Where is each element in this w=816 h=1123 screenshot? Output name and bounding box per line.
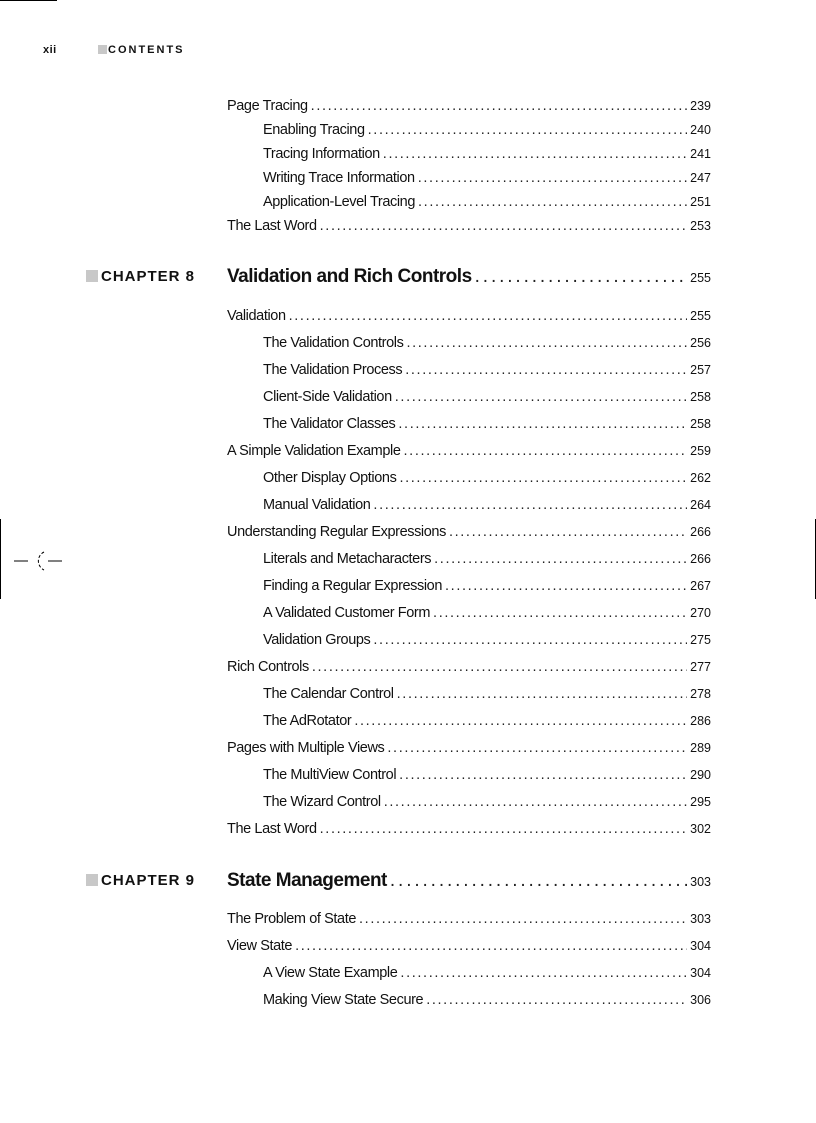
- toc-entry[interactable]: [263, 497, 711, 513]
- toc-entry-page: 306: [690, 993, 711, 1007]
- running-head-title: CONTENTS: [108, 44, 185, 56]
- toc-entry[interactable]: [263, 335, 711, 351]
- toc-entry[interactable]: [263, 632, 711, 648]
- leader-dots: [418, 170, 687, 186]
- toc-entry-title: The Last Word: [227, 218, 317, 234]
- chapter-9-label: CHAPTER 9: [86, 872, 195, 889]
- square-bullet-icon: [86, 874, 98, 886]
- toc-entry[interactable]: [263, 194, 711, 210]
- toc-entry-page: 303: [690, 875, 711, 889]
- toc-entry[interactable]: [227, 98, 711, 114]
- leader-dots: [395, 389, 687, 405]
- leader-dots: [434, 551, 687, 567]
- leader-dots: [368, 122, 688, 138]
- toc-entry[interactable]: [227, 740, 711, 756]
- toc-entry-page: 258: [690, 390, 711, 404]
- toc-entry[interactable]: [263, 965, 711, 981]
- crop-mark-left: [0, 519, 1, 599]
- toc-entry-title: Understanding Regular Expressions: [227, 524, 446, 540]
- leader-dots: [426, 992, 687, 1008]
- toc-entry-page: 275: [690, 633, 711, 647]
- toc-entry[interactable]: [263, 362, 711, 378]
- leader-dots: [398, 416, 687, 432]
- toc-entry-title: The Problem of State: [227, 911, 357, 927]
- toc-entry[interactable]: [227, 911, 711, 927]
- toc-entry-title: A Validated Customer Form: [263, 605, 431, 621]
- toc-entry-title: Making View State Secure: [263, 992, 424, 1008]
- toc-entry[interactable]: [227, 308, 711, 324]
- square-bullet-icon: [98, 45, 107, 54]
- toc-entry-page: 278: [690, 687, 711, 701]
- toc-entry-page: 267: [690, 579, 711, 593]
- leader-dots: [373, 632, 687, 648]
- toc-entry-page: 240: [690, 123, 711, 137]
- toc-entry-page: 266: [690, 525, 711, 539]
- toc-entry-title: Client-Side Validation: [263, 389, 392, 405]
- square-bullet-icon: [86, 270, 98, 282]
- toc-entry-title: The Validation Process: [263, 362, 403, 378]
- leader-dots: [387, 740, 687, 756]
- toc-entry-page: 289: [690, 741, 711, 755]
- leader-dots: [320, 821, 688, 837]
- leader-dots: [445, 578, 687, 594]
- toc-entry[interactable]: [263, 713, 711, 729]
- toc-entry-title: Rich Controls: [227, 659, 309, 675]
- toc-entry[interactable]: [263, 992, 711, 1008]
- toc-entry[interactable]: [263, 416, 711, 432]
- toc-entry-title: Validation: [227, 308, 286, 324]
- leader-dots: [399, 470, 687, 486]
- toc-entry[interactable]: [263, 122, 711, 138]
- leader-dots: [289, 308, 688, 324]
- toc-entry-title: Writing Trace Information: [263, 170, 415, 186]
- leader-dots: [400, 965, 687, 981]
- toc-entry-page: 286: [690, 714, 711, 728]
- toc-entry-title: Other Display Options: [263, 470, 397, 486]
- toc-entry[interactable]: [263, 686, 711, 702]
- toc-entry[interactable]: [263, 794, 711, 810]
- toc-entry-title: The Validation Controls: [263, 335, 404, 351]
- toc-entry[interactable]: [227, 266, 711, 288]
- toc-entry[interactable]: [263, 389, 711, 405]
- toc-entry[interactable]: [263, 605, 711, 621]
- toc-entry-page: 257: [690, 363, 711, 377]
- toc-entry-title: Page Tracing: [227, 98, 308, 114]
- page-number: xii: [43, 44, 57, 56]
- toc-entry[interactable]: [227, 870, 711, 892]
- toc-entry-title: Pages with Multiple Views: [227, 740, 385, 756]
- leader-dots: [390, 870, 687, 892]
- toc-entry-title: The MultiView Control: [263, 767, 397, 783]
- toc-entry[interactable]: [227, 821, 711, 837]
- leader-dots: [311, 98, 687, 114]
- toc-entry[interactable]: [263, 170, 711, 186]
- running-head: [43, 44, 185, 56]
- toc-entry-page: 239: [690, 99, 711, 113]
- toc-entry-title: State Management: [227, 870, 387, 891]
- toc-entry-page: 259: [690, 444, 711, 458]
- toc-entry-title: Manual Validation: [263, 497, 371, 513]
- toc-entry-title: Validation and Rich Controls: [227, 266, 472, 287]
- leader-dots: [295, 938, 687, 954]
- leader-dots: [399, 767, 687, 783]
- toc-entry-page: 247: [690, 171, 711, 185]
- toc-entry-title: The Validator Classes: [263, 416, 396, 432]
- toc-entry-title: View State: [227, 938, 293, 954]
- leader-dots: [405, 362, 687, 378]
- toc-entry-title: Literals and Metacharacters: [263, 551, 432, 567]
- toc-entry[interactable]: [263, 578, 711, 594]
- toc-entry-title: The AdRotator: [263, 713, 352, 729]
- leader-dots: [383, 146, 687, 162]
- toc-entry-title: The Calendar Control: [263, 686, 394, 702]
- toc-entry-title: Validation Groups: [263, 632, 371, 648]
- toc-entry[interactable]: [227, 659, 711, 675]
- toc-entry-page: 290: [690, 768, 711, 782]
- toc-entry-title: Finding a Regular Expression: [263, 578, 443, 594]
- toc-entry-page: 304: [690, 966, 711, 980]
- leader-dots: [404, 443, 688, 459]
- toc-entry[interactable]: [263, 551, 711, 567]
- toc-entry-page: 266: [690, 552, 711, 566]
- toc-entry-page: 304: [690, 939, 711, 953]
- toc-entry[interactable]: [227, 524, 711, 540]
- leader-dots: [312, 659, 687, 675]
- leader-dots: [406, 335, 687, 351]
- toc-entry-page: 256: [690, 336, 711, 350]
- toc-entry-page: 303: [690, 912, 711, 926]
- leader-dots: [418, 194, 687, 210]
- toc-entry[interactable]: [227, 218, 711, 234]
- toc-entry-page: 295: [690, 795, 711, 809]
- toc-entry-page: 262: [690, 471, 711, 485]
- leader-dots: [320, 218, 688, 234]
- toc-entry-page: 270: [690, 606, 711, 620]
- toc-entry-page: 241: [690, 147, 711, 161]
- toc-entry-page: 258: [690, 417, 711, 431]
- toc-entry[interactable]: [263, 146, 711, 162]
- toc-entry-page: 255: [690, 271, 711, 285]
- leader-dots: [384, 794, 687, 810]
- toc-entry-title: A Simple Validation Example: [227, 443, 401, 459]
- toc-entry-page: 253: [690, 219, 711, 233]
- toc-entry-page: 251: [690, 195, 711, 209]
- toc-entry[interactable]: [227, 938, 711, 954]
- leader-dots: [449, 524, 687, 540]
- toc-entry-title: Enabling Tracing: [263, 122, 365, 138]
- leader-dots: [354, 713, 687, 729]
- toc-entry-page: 264: [690, 498, 711, 512]
- leader-dots: [359, 911, 687, 927]
- leader-dots: [397, 686, 688, 702]
- chapter-8-label: CHAPTER 8: [86, 268, 195, 285]
- leader-dots: [373, 497, 687, 513]
- toc-entry-page: 302: [690, 822, 711, 836]
- toc-entry-page: 277: [690, 660, 711, 674]
- toc-entry-page: 255: [690, 309, 711, 323]
- toc-entry[interactable]: [263, 767, 711, 783]
- crop-mark-top: [0, 0, 57, 1]
- toc-entry-title: Tracing Information: [263, 146, 380, 162]
- leader-dots: [433, 605, 687, 621]
- registration-mark-icon: [14, 546, 66, 576]
- toc-entry-title: A View State Example: [263, 965, 398, 981]
- leader-dots: [475, 266, 688, 288]
- toc-entry-title: The Wizard Control: [263, 794, 381, 810]
- toc-entry-title: The Last Word: [227, 821, 317, 837]
- toc-entry-title: Application-Level Tracing: [263, 194, 416, 210]
- toc-entry[interactable]: [227, 443, 711, 459]
- toc-entry[interactable]: [263, 470, 711, 486]
